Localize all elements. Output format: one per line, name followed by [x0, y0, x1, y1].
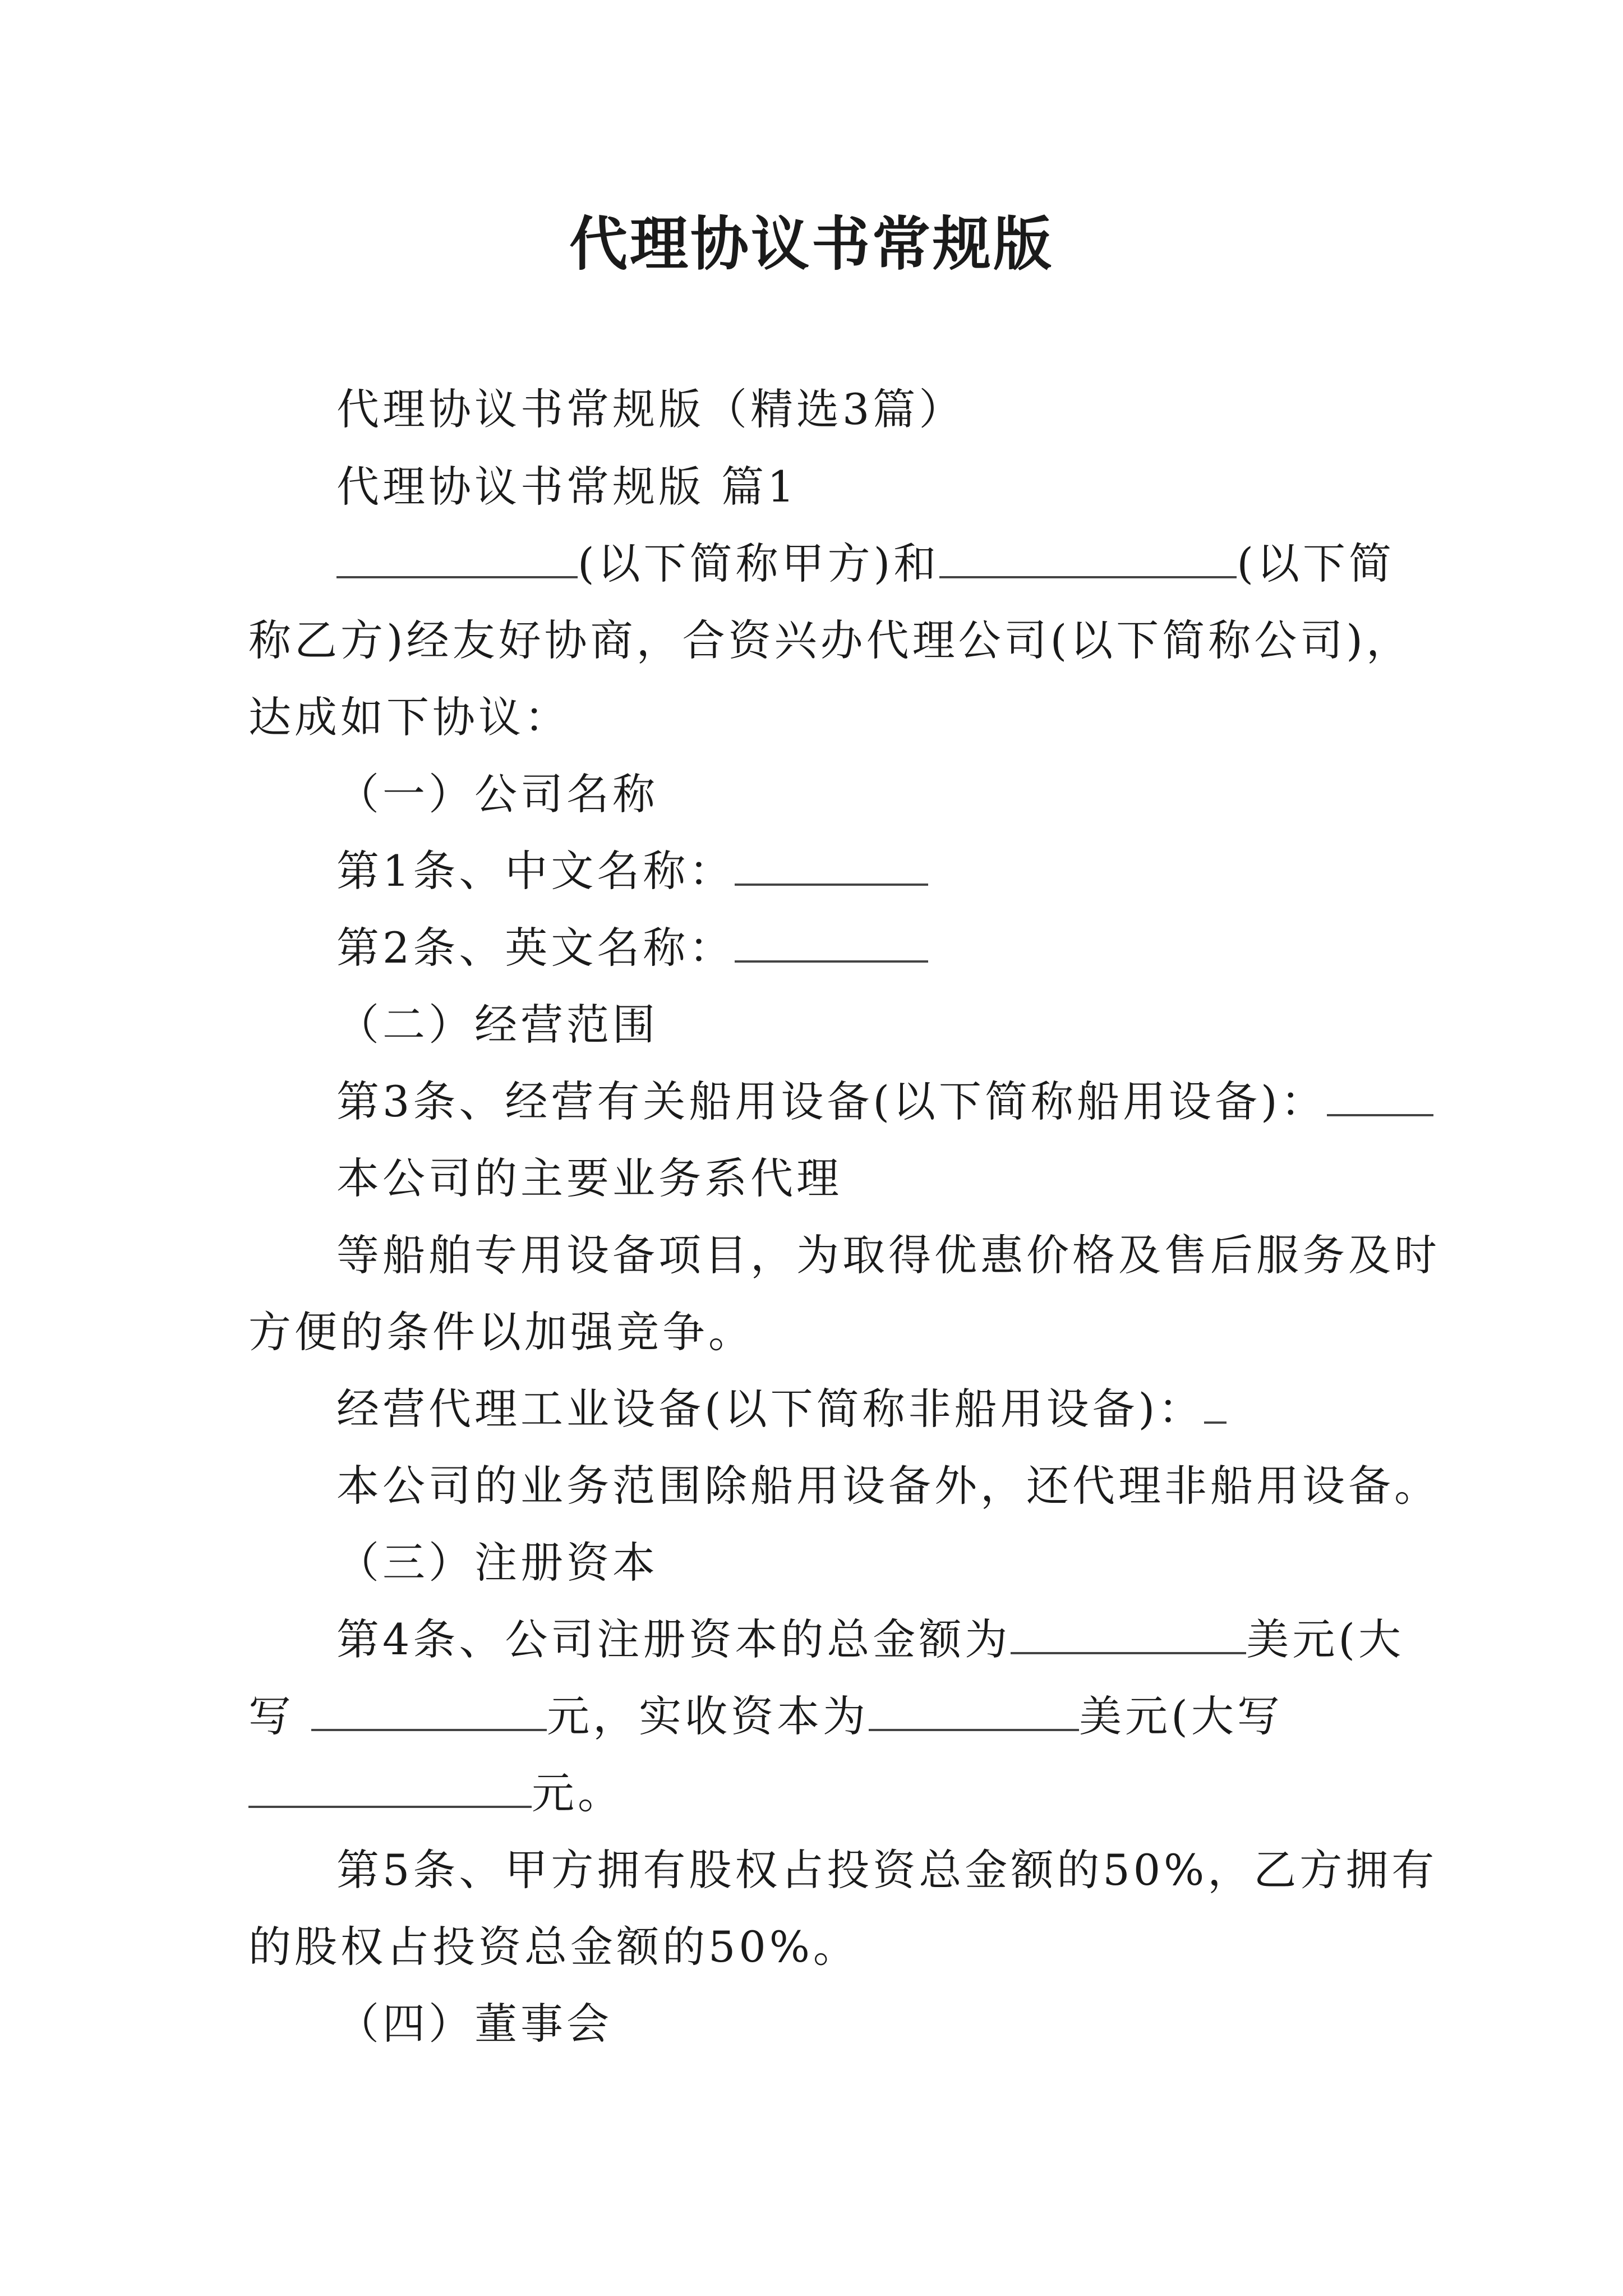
article-4-line-1 — [336, 1612, 1404, 1668]
article-4-line-3 — [248, 1765, 624, 1821]
article-1-label: 第1条、中文名称： — [336, 846, 735, 896]
article-4-line-2 — [248, 1688, 1283, 1745]
section-heading-capital: （三）注册资本 — [336, 1538, 658, 1588]
article-5-line-2: 的股权占投资总金额的50%。 — [248, 1922, 859, 1972]
article-1 — [336, 843, 928, 899]
industrial-equipment-label: 经营代理工业设备(以下简称非船用设备)： — [336, 1384, 1205, 1434]
paragraph-business-scope: 本公司的业务范围除船用设备外，还代理非船用设备。 — [336, 1461, 1440, 1511]
party-b-label: (以下简 — [1237, 539, 1395, 588]
subtitle-selection: 代理协议书常规版（精选3篇） — [336, 384, 965, 434]
article-5-line-1: 第5条、甲方拥有股权占投资总金额的50%，乙方拥有 — [336, 1845, 1438, 1895]
blank-industrial-equipment[interactable] — [1204, 1382, 1227, 1424]
blank-paid-in-uppercase[interactable] — [248, 1766, 532, 1808]
article-2-label: 第2条、英文名称： — [336, 923, 735, 973]
section-heading-part-1: 代理协议书常规版 篇1 — [336, 462, 798, 512]
paragraph-industrial-equipment — [336, 1381, 1227, 1437]
usd-label: 美元(大 — [1246, 1614, 1405, 1664]
section-heading-board: （四）董事会 — [336, 1999, 612, 2049]
blank-english-name[interactable] — [735, 921, 928, 963]
paragraph-parties-line-2: 称乙方)经友好协商，合资兴办代理公司(以下简称公司)， — [248, 615, 1412, 665]
blank-capital-uppercase[interactable] — [311, 1690, 547, 1731]
blank-chinese-name[interactable] — [735, 844, 928, 886]
paragraph-main-business: 本公司的主要业务系代理 — [336, 1153, 842, 1203]
paid-in-label: 元，实收资本为 — [547, 1691, 869, 1741]
blank-party-a[interactable] — [336, 537, 578, 578]
yuan-label: 元。 — [532, 1768, 624, 1818]
party-a-label: (以下简称甲方)和 — [578, 539, 940, 588]
section-heading-company-name: （一）公司名称 — [336, 769, 658, 819]
paragraph-marine-items-line-1: 等船舶专用设备项目，为取得优惠价格及售后服务及时 — [336, 1230, 1440, 1280]
paragraph-parties-line-3: 达成如下协议： — [248, 692, 570, 742]
article-4-label: 第4条、公司注册资本的总金额为 — [336, 1614, 1011, 1664]
article-3 — [336, 1074, 1433, 1130]
paragraph-parties-line-1 — [336, 536, 1395, 592]
paragraph-marine-items-line-2: 方便的条件以加强竞争。 — [248, 1307, 754, 1357]
article-3-label: 第3条、经营有关船用设备(以下简称船用设备)： — [336, 1076, 1327, 1126]
article-2 — [336, 920, 928, 976]
blank-marine-equipment[interactable] — [1327, 1075, 1433, 1116]
blank-party-b[interactable] — [939, 537, 1237, 578]
capital-uppercase-label: 写 — [248, 1691, 294, 1741]
blank-paid-in-capital[interactable] — [869, 1690, 1079, 1731]
paid-in-uppercase-label: 美元(大写 — [1079, 1691, 1283, 1741]
blank-registered-capital[interactable] — [1011, 1613, 1246, 1654]
document-title: 代理协议书常规版 — [569, 209, 1054, 278]
section-heading-scope: （二）经营范围 — [336, 1000, 658, 1050]
